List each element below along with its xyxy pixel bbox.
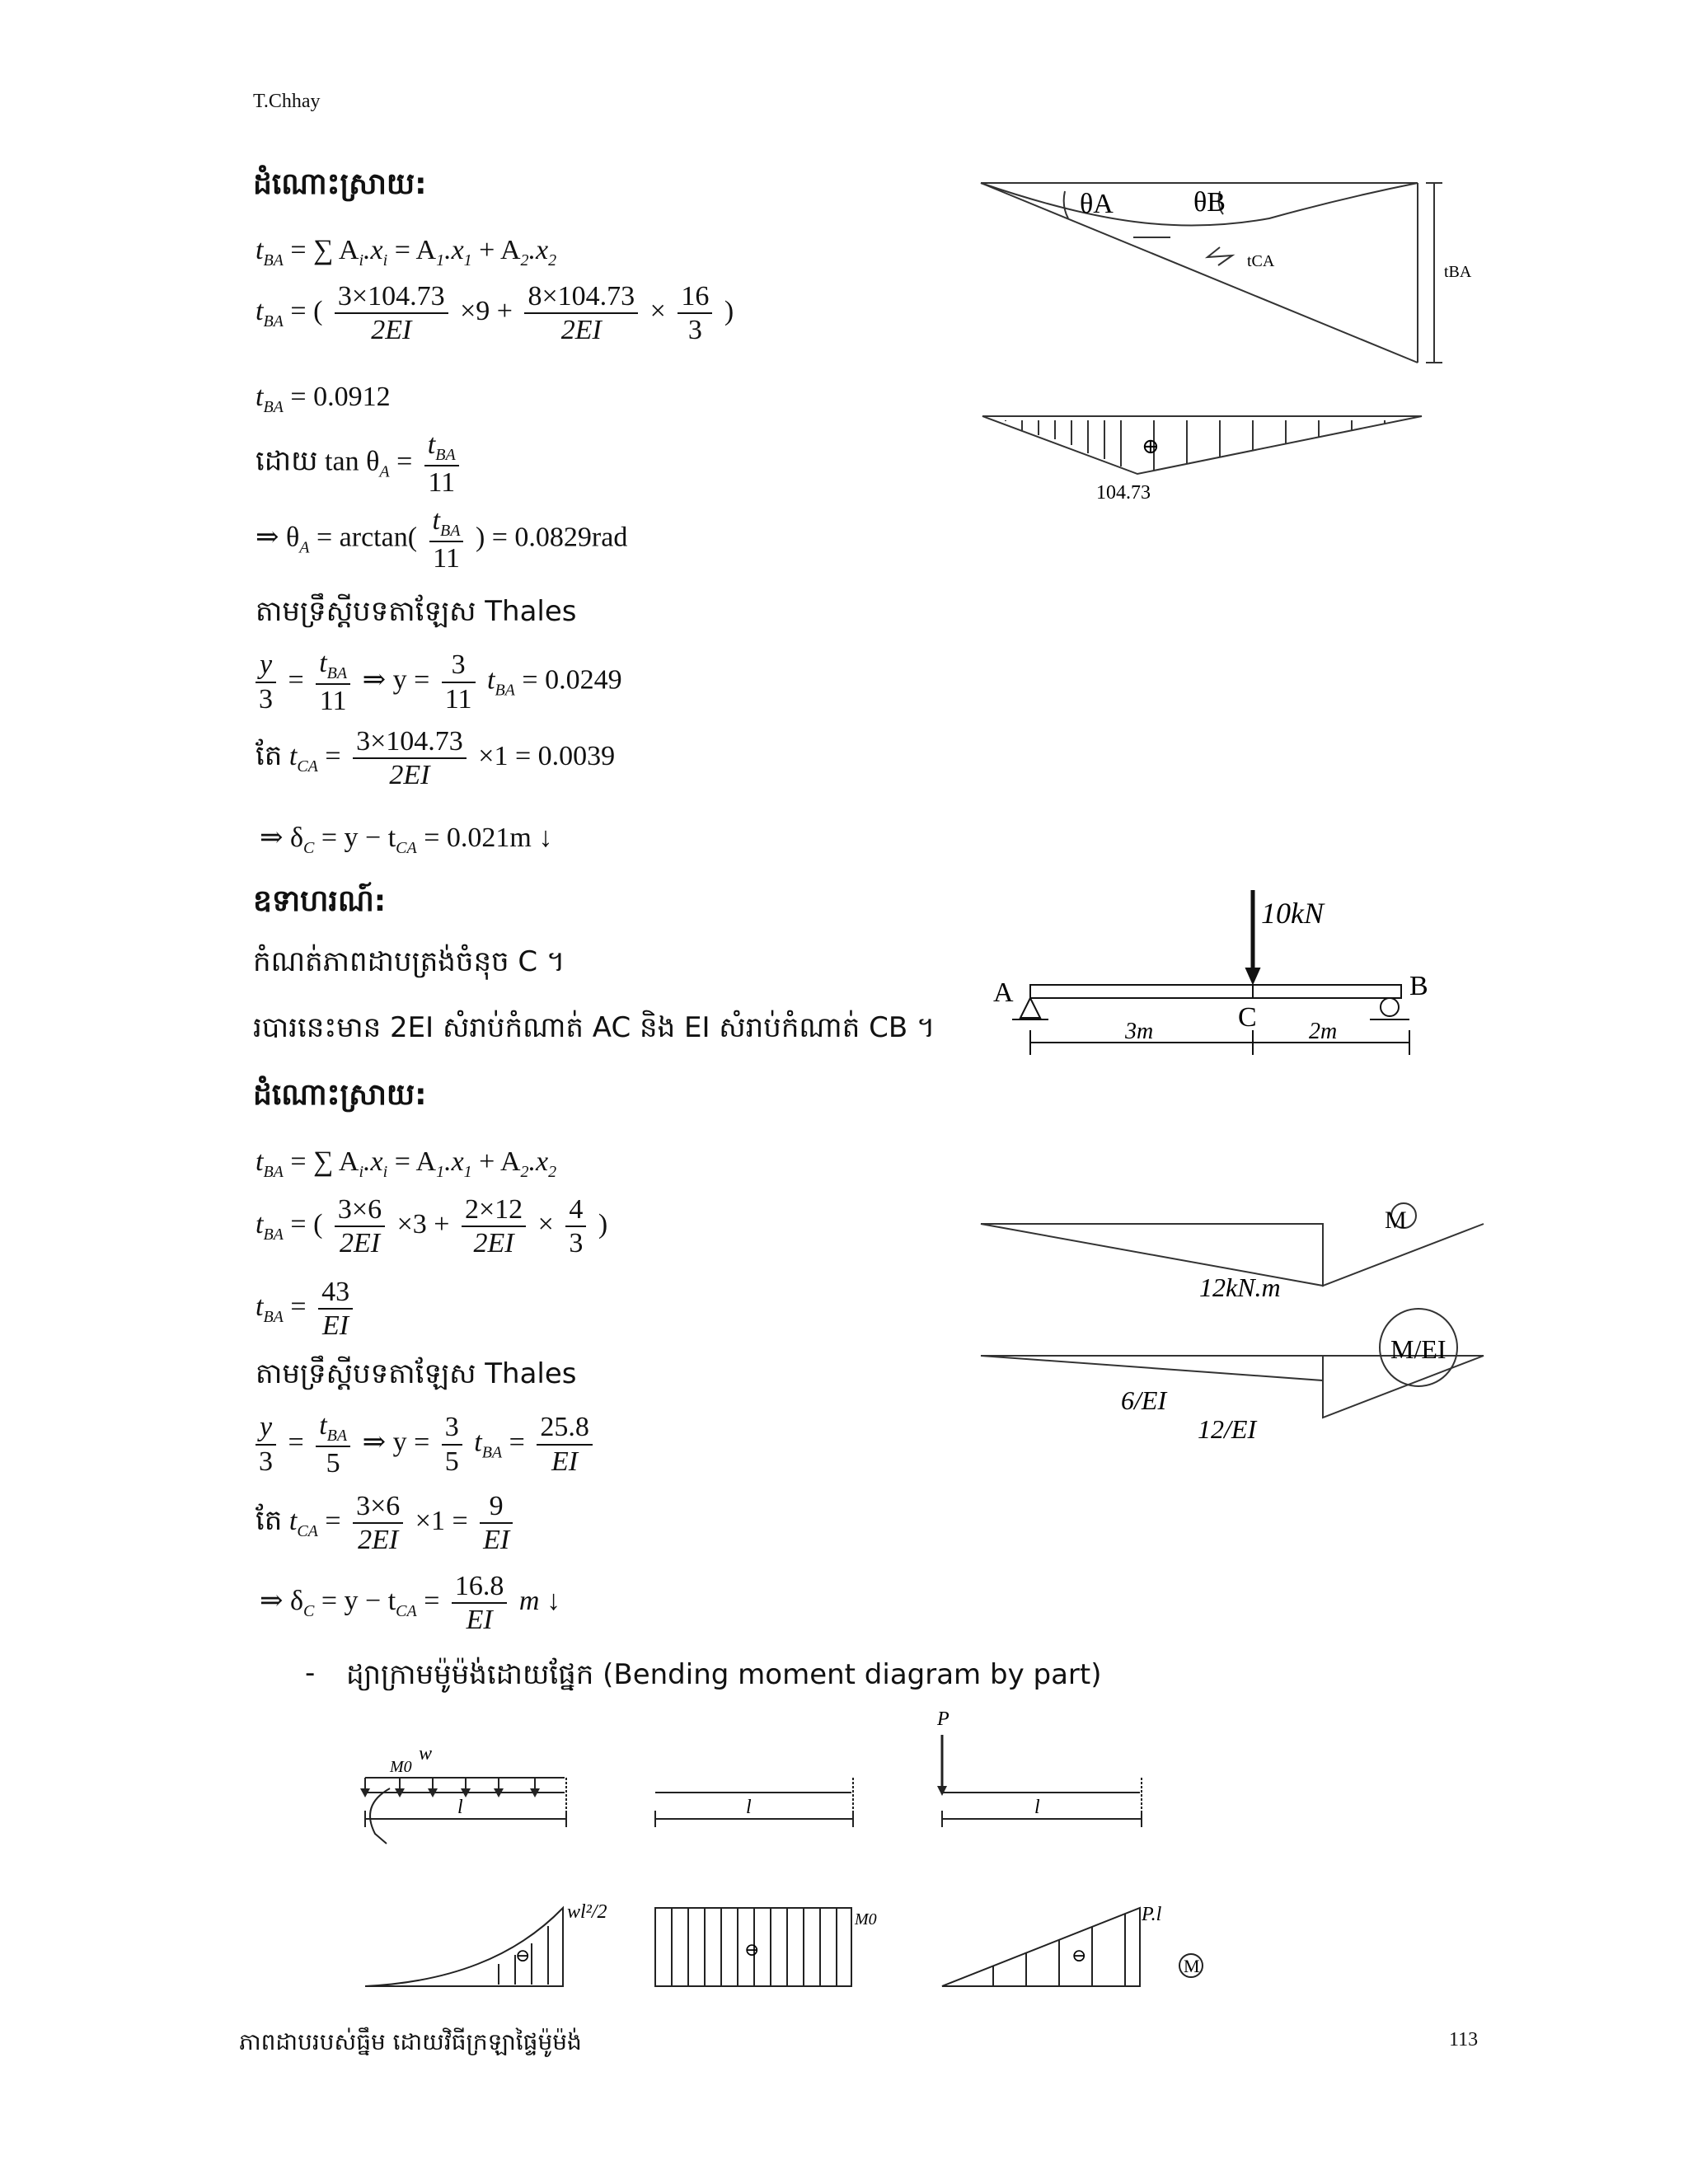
eq-delta-c-2: ⇒ $\delta_C = y - t_{CA}$ = $\frac{16.8}{EI}$ m ↓ xyxy=(260,1571,560,1636)
moment-diagram-1 xyxy=(982,416,1422,474)
pin-support xyxy=(1020,998,1040,1018)
page-number: 113 xyxy=(1449,2029,1479,2050)
eq-tba-values-1: $t_{BA}$ = ( $\frac{3\times 104.73}{2EI}$ ×9 + $\frac{8\times 104.73}{2EI}$ × $\frac{16}{3}$ ) xyxy=(256,281,734,346)
l-label-3: l xyxy=(1034,1797,1040,1818)
beam-diagram xyxy=(981,886,1442,1071)
eq-tan-theta: ដោយ $\tan \theta_A$ = $\frac{t_{BA}}{11}$ xyxy=(256,429,464,499)
l-label-2: l xyxy=(746,1797,752,1818)
w-label: w xyxy=(419,1743,433,1765)
applied-moment-arrow xyxy=(370,1788,390,1844)
eq-tba-values-2: $t_{BA}$ = ( $\frac{3\times 6}{2EI}$ ×3 + $\frac{2\times 12}{2EI}$ × $\frac{4}{3}$ ) xyxy=(256,1194,608,1259)
roller-support xyxy=(1381,998,1399,1016)
mei-right-label: 12/EI xyxy=(1198,1414,1257,1444)
thales-text-2: តាមទ្រឹស្តីបទតាឡែស Thales xyxy=(256,1357,577,1390)
eq-theta-arctan: ⇒ $\theta_A = \arctan$( $\frac{t_{BA}}{11}$ ) = 0.0829rad xyxy=(256,505,628,574)
minus-sign-2: ⊖ xyxy=(744,1939,760,1960)
thales-text-1: តាមទ្រឹស្តីបទតាឡែស Thales xyxy=(256,595,577,628)
solution-heading-1: ដំណោះស្រាយ: xyxy=(253,167,427,201)
eq-tba-result-1: $t_{BA} = 0.0912$ xyxy=(256,382,391,416)
example-heading: ឧទាហរណ៍: xyxy=(253,884,387,918)
moment-value-label: 104.73 xyxy=(1096,482,1151,504)
bending-moment-by-part-text: ដ្យាក្រាមម៉ូម៉ង់ដោយផ្នែក (Bending moment diagram by part) xyxy=(346,1658,1102,1691)
deflection-diagram-1 xyxy=(973,173,1500,519)
m-badge-label: M xyxy=(1385,1207,1407,1234)
eq-tca-1: តែ $t_{CA}$ = $\frac{3\times 104.73}{2EI}$ ×1 = 0.0039 xyxy=(256,726,616,791)
p-label: P xyxy=(937,1710,950,1730)
point-c-label: C xyxy=(1238,1002,1257,1033)
plus-sign: ⊕ xyxy=(1142,434,1160,458)
eq-tba-result-2: $t_{BA}$ = $\frac{43}{EI}$ xyxy=(256,1276,358,1342)
pl-label: P.l xyxy=(1142,1904,1162,1925)
point-b-label: B xyxy=(1409,971,1428,1001)
footer-title: ភាពដាបរបស់ធ្នឹម ដោយវិធីក្រឡាផ្ទៃម៉ូម៉ង់ xyxy=(239,2028,582,2055)
parabolic-moment xyxy=(365,1908,563,1986)
triangular-moment xyxy=(942,1908,1140,1986)
minus-sign-1: ⊖ xyxy=(515,1945,531,1966)
mei-diagram-left xyxy=(981,1356,1323,1380)
eq-tca-2: តែ $t_{CA}$ = $\frac{3\times 6}{2EI}$ ×1 = $\frac{9}{EI}$ xyxy=(256,1490,518,1556)
mei-diagram-right xyxy=(1323,1356,1484,1418)
theta-b-label: θB xyxy=(1193,187,1226,218)
eq-tba-sum-1: $t_{BA}$ = ∑ $A_i.x_i = A_1.x_1 + A_2.x_2$ xyxy=(256,235,557,269)
moment-and-mei-diagram xyxy=(977,1199,1488,1446)
header-author: T.Chhay xyxy=(253,91,321,112)
l-label-1: l xyxy=(457,1797,463,1818)
eq-thales-y-1: $\frac{y}{3}$ = $\frac{t_{BA}}{11}$ ⇒ y = $\frac{3}{11}$ $t_{BA} = 0.0249$ xyxy=(256,647,622,717)
m0-label-2: M0 xyxy=(855,1910,877,1929)
tca-label: tCA xyxy=(1247,252,1275,270)
beam xyxy=(1030,985,1401,998)
theta-a-label: θA xyxy=(1080,189,1114,219)
bullet-dash: - xyxy=(305,1657,316,1690)
m-badge-small-label: M xyxy=(1184,1956,1200,1976)
tba-label: tBA xyxy=(1444,263,1472,281)
eq-thales-y-2: $\frac{y}{3}$ = $\frac{t_{BA}}{5}$ ⇒ y = $\frac{3}{5}$ $t_{BA}$ = $\frac{25.8}{EI}$ xyxy=(256,1409,598,1479)
eq-delta-c-1: ⇒ $\delta_C = y - t_{CA} = 0.021m$ ↓ xyxy=(260,823,553,857)
wl-label: wl²/2 xyxy=(567,1901,607,1923)
example-line-2: របារនេះមាន 2EI សំរាប់កំណាត់ AC និង EI សំរាប់កំណាត់ CB ។ xyxy=(253,1011,935,1044)
example-line-1: កំណត់ភាពដាបត្រង់ចំនុច C ។ xyxy=(253,945,565,978)
span-cb-label: 2m xyxy=(1309,1019,1338,1044)
mei-badge-label: M/EI xyxy=(1390,1334,1447,1364)
eq-tba-sum-2: $t_{BA}$ = ∑ $A_i.x_i = A_1.x_1 + A_2.x_2$ xyxy=(256,1146,557,1181)
point-a-label: A xyxy=(993,977,1014,1008)
m0-label: M0 xyxy=(390,1758,412,1776)
span-ac-label: 3m xyxy=(1125,1019,1154,1044)
solution-heading-2: ដំណោះស្រាយ: xyxy=(253,1078,427,1112)
moment-by-part-diagrams xyxy=(350,1710,1257,1999)
load-label: 10kN xyxy=(1261,897,1324,930)
minus-sign-3: ⊖ xyxy=(1071,1945,1087,1966)
m-value-label: 12kN.m xyxy=(1199,1272,1281,1302)
mei-left-label: 6/EI xyxy=(1121,1385,1167,1415)
